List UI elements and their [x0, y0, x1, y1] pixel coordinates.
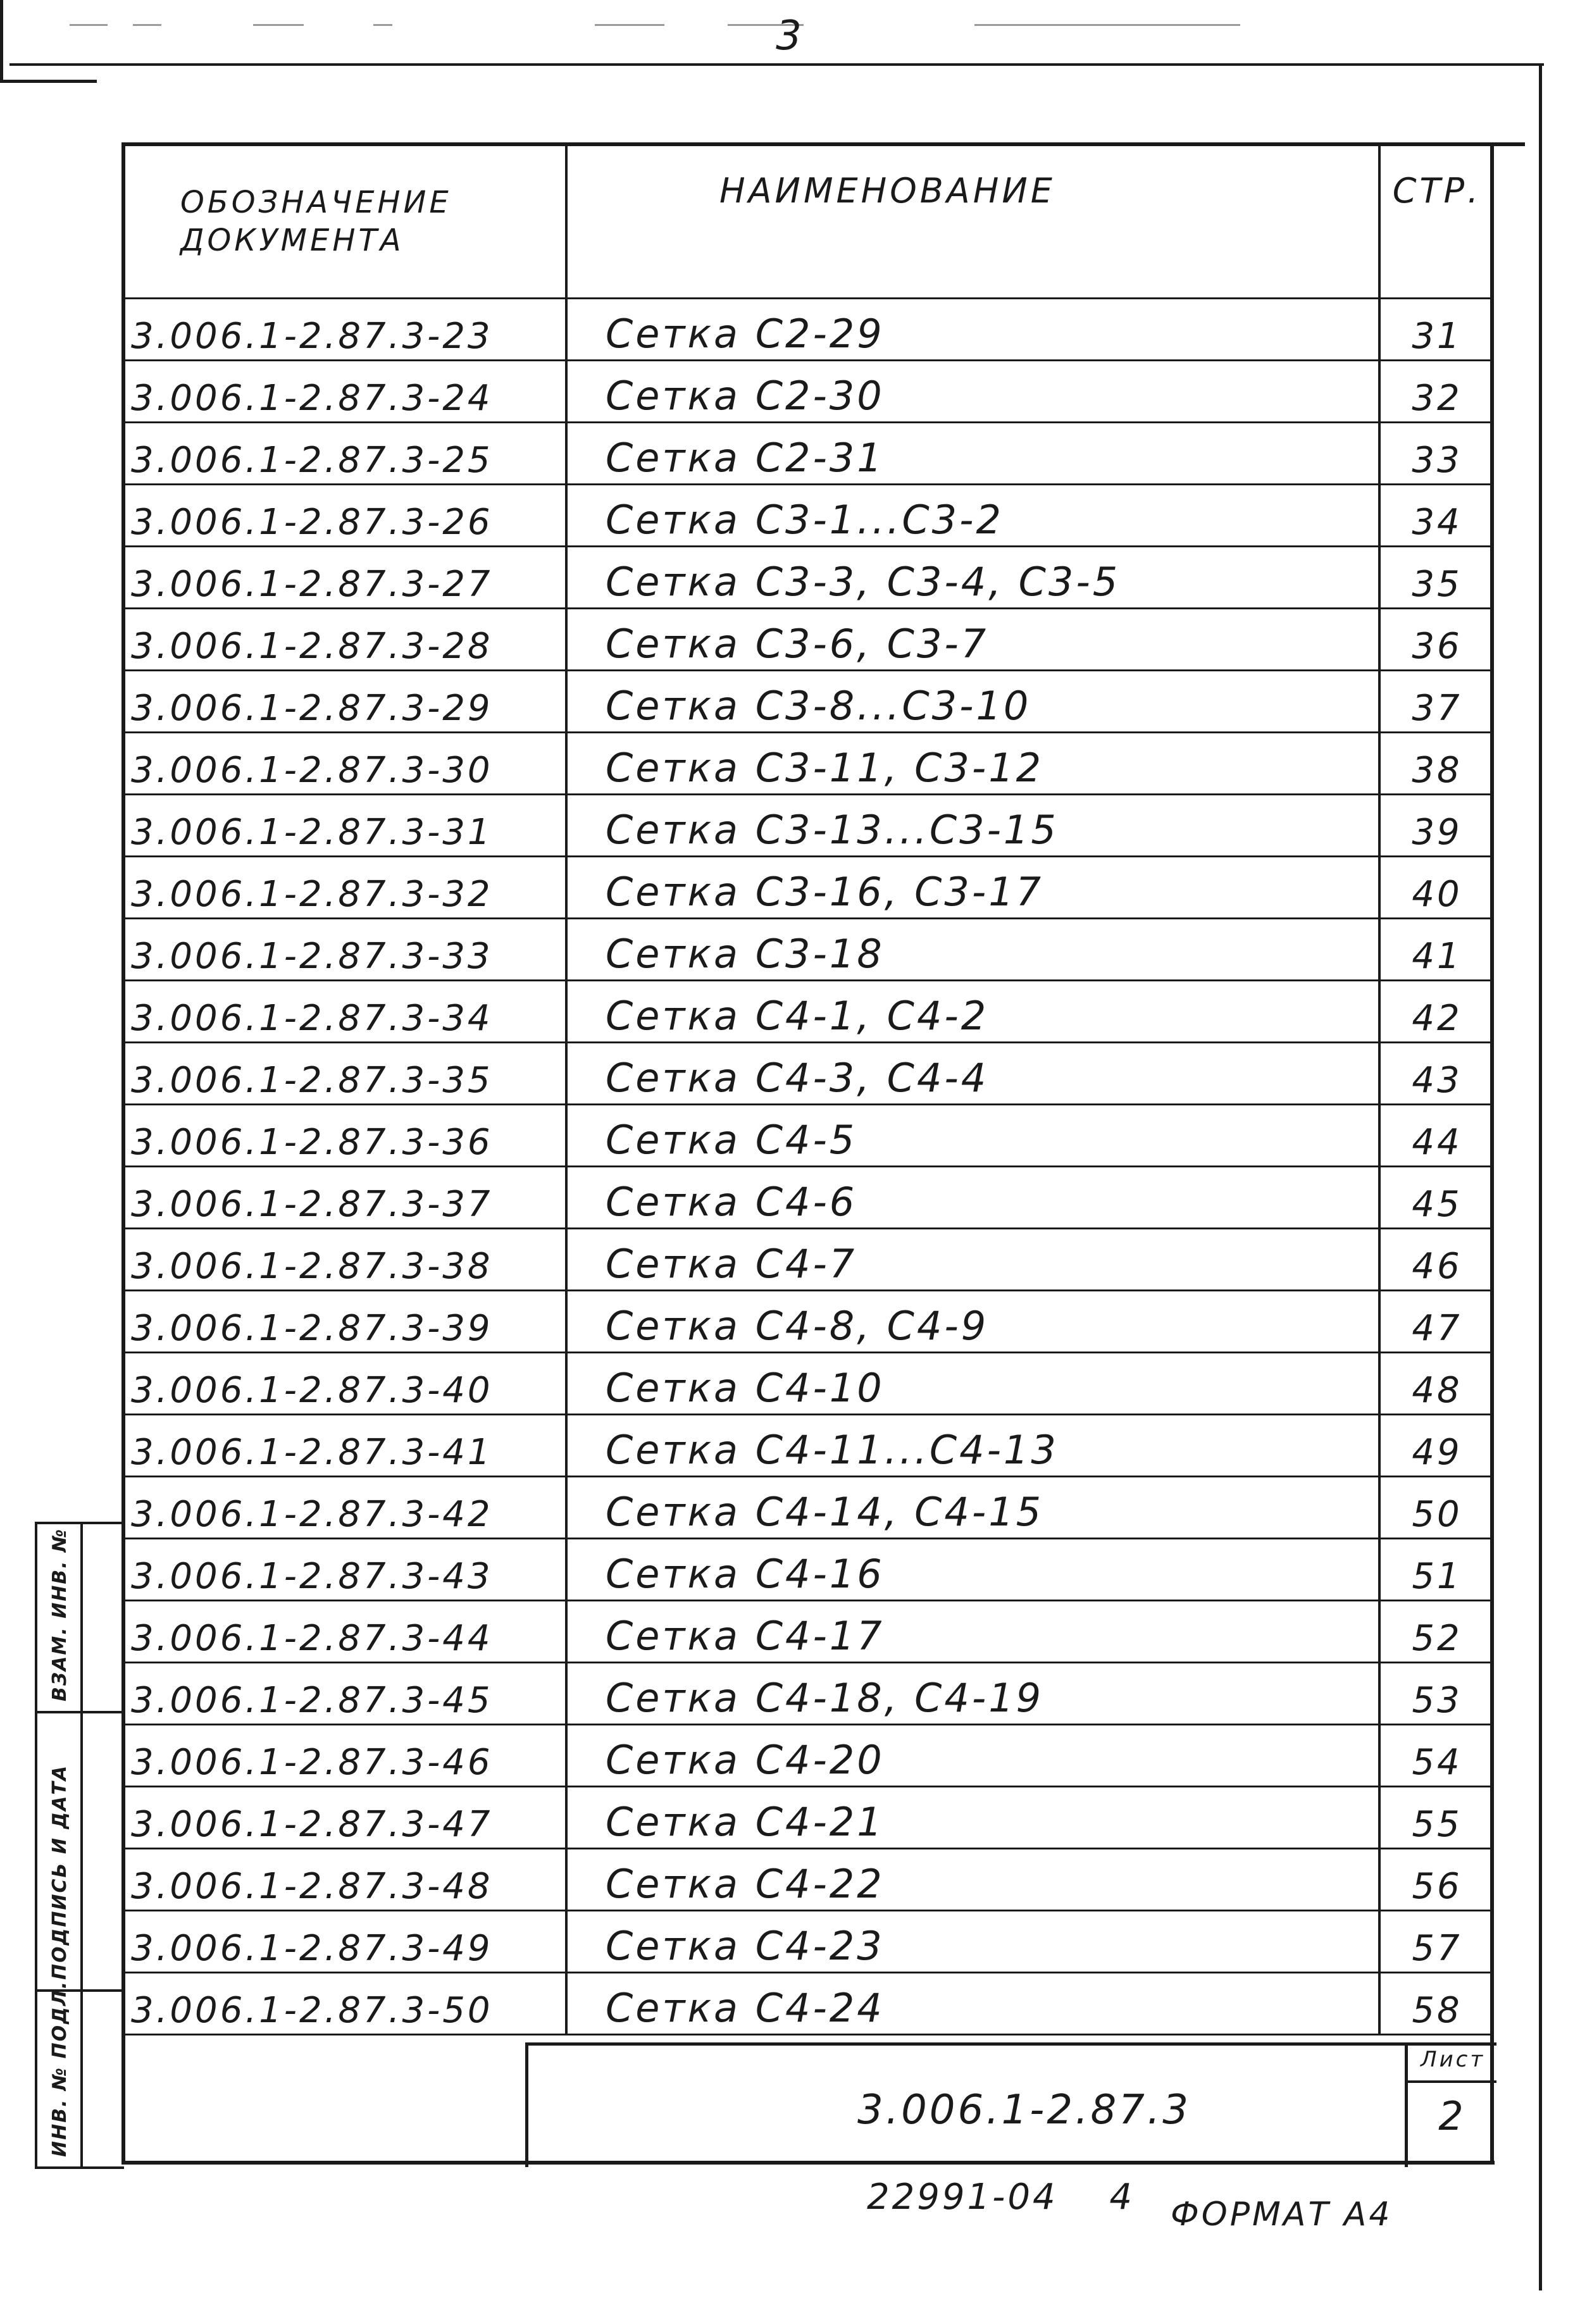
item-name: Сетка С4-20: [566, 1725, 1379, 1787]
table-row: [123, 1415, 1493, 1477]
page-number: 51: [1379, 1539, 1493, 1601]
doc-designation: 3.006.1-2.87.3-34: [123, 981, 566, 1043]
doc-designation: 3.006.1-2.87.3-41: [123, 1415, 566, 1477]
page-number: 46: [1379, 1229, 1493, 1291]
table-row: [123, 1291, 1493, 1353]
table-row: [123, 1105, 1493, 1167]
table-row: [123, 1167, 1493, 1229]
page-number: 50: [1379, 1477, 1493, 1539]
sheet-number: 3: [776, 13, 804, 59]
table-row: [123, 919, 1493, 981]
header-page: [1379, 146, 1493, 299]
doc-designation: 3.006.1-2.87.3-36: [123, 1105, 566, 1167]
item-name: Сетка С4-14, С4-15: [566, 1477, 1379, 1539]
doc-designation: 3.006.1-2.87.3-43: [123, 1539, 566, 1601]
doc-designation: 3.006.1-2.87.3-47: [123, 1787, 566, 1849]
sheet-number-box: [0, 0, 804, 83]
page-number: 55: [1379, 1787, 1493, 1849]
item-name: Сетка С4-1, С4-2: [566, 981, 1379, 1043]
doc-designation: 3.006.1-2.87.3-45: [123, 1663, 566, 1725]
doc-designation: 3.006.1-2.87.3-26: [123, 485, 566, 547]
item-name: Сетка С2-31: [566, 423, 1379, 485]
item-name: Сетка С4-18, С4-19: [566, 1663, 1379, 1725]
table-row: [123, 857, 1493, 919]
item-name: Сетка С4-24: [566, 1973, 1379, 2035]
inventory-number: [867, 2177, 1135, 2218]
side-stamp-divider: [37, 1711, 124, 1713]
table-row: [123, 1725, 1493, 1787]
table-row: [123, 733, 1493, 795]
sheet-cell: [1405, 2046, 1496, 2167]
doc-designation: 3.006.1-2.87.3-30: [123, 733, 566, 795]
page-number: 39: [1379, 795, 1493, 857]
doc-designation: 3.006.1-2.87.3-39: [123, 1291, 566, 1353]
table-row: [123, 361, 1493, 423]
sheet-cell-divider: [1408, 2080, 1496, 2083]
item-name: Сетка С4-3, С4-4: [566, 1043, 1379, 1105]
page-number: 47: [1379, 1291, 1493, 1353]
side-label-inv-original: ИНВ. № ПОДЛ.: [49, 1980, 71, 2157]
item-name: Сетка С3-11, С3-12: [566, 733, 1379, 795]
inventory-code: 22991-04: [867, 2177, 1058, 2218]
table-row: [123, 1229, 1493, 1291]
doc-designation: 3.006.1-2.87.3-48: [123, 1849, 566, 1911]
page-number: 58: [1379, 1973, 1493, 2035]
table-row: [123, 1539, 1493, 1601]
table-row: [123, 1663, 1493, 1725]
doc-designation: 3.006.1-2.87.3-32: [123, 857, 566, 919]
page-number: 31: [1379, 299, 1493, 361]
contents-table: [123, 146, 1493, 2035]
doc-designation: 3.006.1-2.87.3-29: [123, 671, 566, 733]
item-name: Сетка С4-7: [566, 1229, 1379, 1291]
side-stamp-divider: [80, 1524, 83, 2166]
doc-designation: 3.006.1-2.87.3-28: [123, 609, 566, 671]
table-row: [123, 1849, 1493, 1911]
header-designation-label: ОБОЗНАЧЕНИЕ ДОКУМЕНТА: [180, 185, 452, 258]
page-number: 35: [1379, 547, 1493, 609]
doc-designation: 3.006.1-2.87.3-24: [123, 361, 566, 423]
table-row: [123, 485, 1493, 547]
page-number: 49: [1379, 1415, 1493, 1477]
page-number: 36: [1379, 609, 1493, 671]
item-name: Сетка С3-3, С3-4, С3-5: [566, 547, 1379, 609]
header-page-label: СТР.: [1392, 171, 1482, 211]
item-name: Сетка С4-6: [566, 1167, 1379, 1229]
item-name: Сетка С3-1...С3-2: [566, 485, 1379, 547]
item-name: Сетка С3-16, С3-17: [566, 857, 1379, 919]
header-name: [566, 146, 1379, 299]
table-row: [123, 1043, 1493, 1105]
item-name: Сетка С4-8, С4-9: [566, 1291, 1379, 1353]
doc-designation: 3.006.1-2.87.3-44: [123, 1601, 566, 1663]
item-name: Сетка С2-29: [566, 299, 1379, 361]
table-row: [123, 547, 1493, 609]
doc-designation: 3.006.1-2.87.3-42: [123, 1477, 566, 1539]
item-name: Сетка С2-30: [566, 361, 1379, 423]
doc-designation: 3.006.1-2.87.3-38: [123, 1229, 566, 1291]
table-row: [123, 1787, 1493, 1849]
title-block: [525, 2042, 1496, 2167]
outer-frame-top: [9, 63, 1544, 66]
page-number: 32: [1379, 361, 1493, 423]
copy-mark: 4: [1109, 2177, 1135, 2218]
doc-designation: 3.006.1-2.87.3-31: [123, 795, 566, 857]
item-name: Сетка С4-5: [566, 1105, 1379, 1167]
doc-designation: 3.006.1-2.87.3-25: [123, 423, 566, 485]
doc-designation: 3.006.1-2.87.3-40: [123, 1353, 566, 1415]
page-number: 42: [1379, 981, 1493, 1043]
item-name: Сетка С4-22: [566, 1849, 1379, 1911]
sheet-label: Лист: [1421, 2047, 1486, 2072]
page-number: 45: [1379, 1167, 1493, 1229]
item-name: Сетка С4-17: [566, 1601, 1379, 1663]
sheet-value: 2: [1438, 2093, 1466, 2139]
page-number: 57: [1379, 1911, 1493, 1973]
outer-frame-right: [1539, 63, 1542, 2290]
side-label-exchange-inv: ВЗАМ. ИНВ. №: [49, 1527, 71, 1701]
table-row: [123, 795, 1493, 857]
table-row: [123, 1353, 1493, 1415]
page-number: 37: [1379, 671, 1493, 733]
item-name: Сетка С4-23: [566, 1911, 1379, 1973]
doc-designation: 3.006.1-2.87.3-37: [123, 1167, 566, 1229]
table-row: [123, 1911, 1493, 1973]
doc-designation: 3.006.1-2.87.3-33: [123, 919, 566, 981]
item-name: Сетка С4-21: [566, 1787, 1379, 1849]
side-stamp: [35, 1522, 124, 2169]
doc-designation: 3.006.1-2.87.3-35: [123, 1043, 566, 1105]
item-name: Сетка С3-18: [566, 919, 1379, 981]
doc-designation: 3.006.1-2.87.3-23: [123, 299, 566, 361]
page-number: 34: [1379, 485, 1493, 547]
table-header-row: [123, 146, 1493, 299]
page-number: 52: [1379, 1601, 1493, 1663]
document-code: 3.006.1-2.87.3: [857, 2087, 1191, 2134]
format-label: ФОРМАТ А4: [1171, 2196, 1393, 2234]
doc-designation: 3.006.1-2.87.3-50: [123, 1973, 566, 2035]
page-number: 40: [1379, 857, 1493, 919]
table-row: [123, 981, 1493, 1043]
item-name: Сетка С4-10: [566, 1353, 1379, 1415]
table-row: [123, 1477, 1493, 1539]
table-row: [123, 609, 1493, 671]
header-designation: [123, 146, 566, 299]
page-number: 54: [1379, 1725, 1493, 1787]
item-name: Сетка С3-8...С3-10: [566, 671, 1379, 733]
table-row: [123, 671, 1493, 733]
page-number: 53: [1379, 1663, 1493, 1725]
page-number: 48: [1379, 1353, 1493, 1415]
table-row: [123, 423, 1493, 485]
item-name: Сетка С4-11...С4-13: [566, 1415, 1379, 1477]
table-row: [123, 1601, 1493, 1663]
page-number: 44: [1379, 1105, 1493, 1167]
page-number: 43: [1379, 1043, 1493, 1105]
item-name: Сетка С4-16: [566, 1539, 1379, 1601]
page-number: 41: [1379, 919, 1493, 981]
table-row: [123, 1973, 1493, 2035]
doc-designation: 3.006.1-2.87.3-49: [123, 1911, 566, 1973]
item-name: Сетка С3-6, С3-7: [566, 609, 1379, 671]
page-number: 33: [1379, 423, 1493, 485]
side-label-signature-date: ПОДПИСЬ И ДАТА: [49, 1764, 71, 1980]
item-name: Сетка С3-13...С3-15: [566, 795, 1379, 857]
doc-designation: 3.006.1-2.87.3-27: [123, 547, 566, 609]
table-row: [123, 299, 1493, 361]
doc-designation: 3.006.1-2.87.3-46: [123, 1725, 566, 1787]
page-number: 38: [1379, 733, 1493, 795]
page-number: 56: [1379, 1849, 1493, 1911]
header-name-label: НАИМЕНОВАНИЕ: [719, 171, 1055, 211]
